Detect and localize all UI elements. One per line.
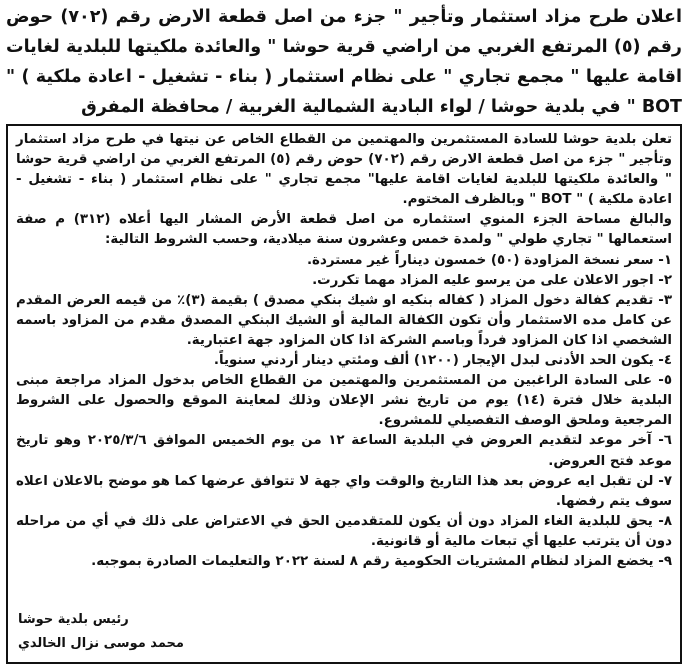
term-2: ٢- اجور الاعلان على من يرسو عليه المزاد مهما تكررت. [312,272,672,288]
term-1: ١- سعر نسخة المزاودة (٥٠) خمسون ديناراً غير مستردة. [306,252,672,268]
announcement-headline: اعلان طرح مزاد استثمار وتأجير " جزء من اصل قطعة الارض رقم (٧٠٢) حوض رقم (٥) المرتفع الغربي من اراضي قرية حوشا " والعائدة ملكيتها للبلدية لغايات اقامة عليها " مجمع تجاري " على نظام استثمار ( بناء - تشغيل - اعادة ملكية ) " BOT " في بلدية حوشا / لواء البادية الشمالية الغربية / محافظة المفرق [6,7,682,117]
term-8: ٨- يحق للبلدية الغاء المزاد دون أن يكون للمتقدمين الحق في الاعتراض على ذلك في أي من مراحله دون أن يترتب عليها أي تبعات مالية أو قانونية. [16,513,672,549]
signature-title: رئيس بلدية حوشا [18,612,129,627]
announcement-body-frame [6,124,682,664]
term-5: ٥- على السادة الراغبين من المستثمرين والمهتمين من القطاع الخاص بدخول المزاد مراجعة مبنى البلدية خلال فترة (١٤) يوم من تاريخ نشر الإعلان وذلك لمعاينة الموقع والحصول على الشروط المرجعية وملحق الوصف التفصيلي للمشروع. [16,373,673,429]
term-4: ٤- يكون الحد الأدنى لبدل الإيجار (١٢٠٠) ألف ومئتي دينار أردني سنوياً. [213,353,672,369]
term-9: ٩- يخضع المزاد لنظام المشتريات الحكومية رقم ٨ لسنة ٢٠٢٢ والتعليمات الصادرة بموجبه. [91,553,672,569]
term-3: ٣- تقديم كفالة دخول المزاد ( كفاله بنكيه او شيك بنكي مصدق ) بقيمة (٣)٪ من قيمه العرض المقدم عن كامل مده الاستثمار وأن تكون الكفالة المالية أو الشيك البنكي المصدق مقدم من المزاود باسمه الشخصي اذا كان المزاود فرداً وباسم الشركة اذا كان المزاود جهة اعتبارية. [16,292,672,348]
signature-name: محمد موسى نزال الخالدي [18,636,184,651]
term-6: ٦- آخر موعد لتقديم العروض في البلدية الساعة ١٢ من يوم الخميس الموافق ٢٠٢٥/٣/٦ وهو تاريخ موعد فتح العروض. [16,433,672,469]
term-7: ٧- لن تقبل ايه عروض بعد هذا التاريخ والوقت واي جهة لا تتوافق عرضها كما هو موضح بالاعلان اعلاه سوف يتم رفضها. [16,473,672,509]
intro-paragraph: تعلن بلدية حوشا للسادة المستثمرين والمهتمين من القطاع الخاص عن نيتها في طرح مزاد استثمار وتأجير " جزء من اصل قطعة الارض رقم (٧٠٢) حوض رقم (٥) المرتفع الغربي من اراضي قرية حوشا " والعائدة ملكيتها للبلدية لغايات اقامة عليها" مجمع تجاري " على نظام استثمار ( بناء - تشغيل - اعادة ملكية ) " BOT " وبالظرف المختوم. [16,132,672,208]
intro-conditions-paragraph: والبالغ مساحة الجزء المنوي استثماره من اصل قطعة الأرض المشار اليها أعلاه (٣١٢) م صفة استعمالها " تجاري طولي " ولمدة خمس وعشرون سنة ميلادية، وحسب الشروط التالية: [16,212,672,248]
